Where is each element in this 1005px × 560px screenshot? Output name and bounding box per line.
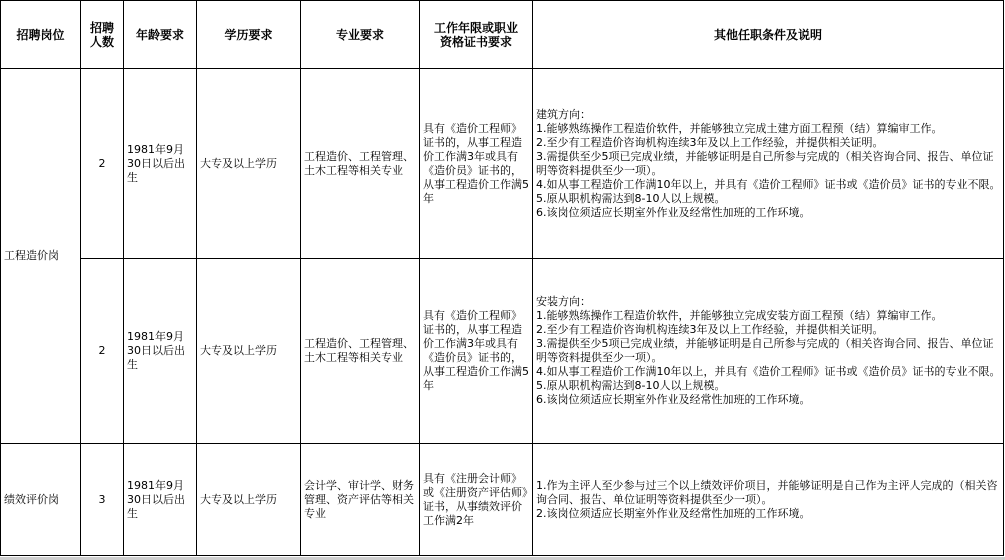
header-age: 年龄要求 xyxy=(124,1,197,69)
major-cell: 会计学、审计学、财务管理、资产评估等相关专业 xyxy=(301,444,420,556)
requirement-line: 3.需提供至少5项已完成业绩，并能够证明是自己所参与完成的（相关咨询合同、报告、单位证明等资料提供至少一项）。 xyxy=(536,337,994,364)
requirement-line: 2.至少有工程造价咨询机构连续3年及以上工作经验，并提供相关证明。 xyxy=(536,135,884,149)
table-row xyxy=(1,69,1004,259)
requirement-line: 6.该岗位须适应长期室外作业及经常性加班的工作环境。 xyxy=(536,205,811,219)
age-cell: 1981年9月30日以后出生 xyxy=(124,444,197,556)
position-cell: 工程造价岗 xyxy=(1,69,81,444)
age-cell: 1981年9月30日以后出生 xyxy=(124,259,197,444)
table-row xyxy=(1,259,1004,444)
requirement-line: 1.能够熟练操作工程造价软件，并能够独立完成安装方面工程预（结）算编审工作。 xyxy=(536,309,943,322)
age-cell: 1981年9月30日以后出生 xyxy=(124,69,197,259)
count-cell: 2 xyxy=(81,69,124,259)
major-cell: 工程造价、工程管理、土木工程等相关专业 xyxy=(301,259,420,444)
requirement-line: 2.至少有工程造价咨询机构连续3年及以上工作经验，并提供相关证明。 xyxy=(536,323,884,336)
header-requirements: 其他任职条件及说明 xyxy=(533,1,1004,69)
requirements-cell xyxy=(533,69,1004,259)
count-cell: 3 xyxy=(81,444,124,556)
qualification-cell: 具有《造价工程师》证书的，从事工程造价工作满3年或具有《造价员》证书的，从事工程造价工作满5年 xyxy=(420,69,533,259)
qualification-cell: 具有《注册会计师》或《注册资产评估师》证书，从事绩效评价工作满2年 xyxy=(420,444,533,556)
requirement-line: 6.该岗位须适应长期室外作业及经常性加班的工作环境。 xyxy=(536,393,811,406)
requirement-line: 4.如从事工程造价工作满10年以上，并具有《造价工程师》证书或《造价员》证书的专业不限。 xyxy=(536,365,1001,378)
requirement-line: 2.该岗位须适应长期室外作业及经常性加班的工作环境。 xyxy=(536,506,811,520)
position-cell: 绩效评价岗 xyxy=(1,444,81,556)
header-row xyxy=(1,1,1004,69)
requirement-line: 1.能够熟练操作工程造价软件，并能够独立完成土建方面工程预（结）算编审工作。 xyxy=(536,121,943,135)
header-education: 学历要求 xyxy=(197,1,301,69)
header-qualification: 工作年限或职业 资格证书要求 xyxy=(420,1,533,69)
major-cell: 工程造价、工程管理、土木工程等相关专业 xyxy=(301,69,420,259)
education-cell: 大专及以上学历 xyxy=(197,444,301,556)
requirements-cell xyxy=(533,444,1004,556)
qualification-cell: 具有《造价工程师》证书的，从事工程造价工作满3年或具有《造价员》证书的，从事工程造价工作满5年 xyxy=(420,259,533,444)
header-count: 招聘 人数 xyxy=(81,1,124,69)
requirement-line: 安装方向： xyxy=(536,295,591,308)
count-cell: 2 xyxy=(81,259,124,444)
requirement-line: 1.作为主评人至少参与过三个以上绩效评价项目，并能够证明是自己作为主评人完成的（相关咨询合同、报告、单位证明等资料提供至少一项）。 xyxy=(536,478,998,506)
requirement-line: 建筑方向： xyxy=(536,107,591,121)
requirement-line: 3.需提供至少5项已完成业绩，并能够证明是自己所参与完成的（相关咨询合同、报告、单位证明等资料提供至少一项）。 xyxy=(536,149,994,177)
header-position: 招聘岗位 xyxy=(1,1,81,69)
table-row xyxy=(1,444,1004,556)
requirements-cell xyxy=(533,259,1004,444)
education-cell: 大专及以上学历 xyxy=(197,259,301,444)
requirement-line: 5.原从职机构需达到8-10人以上规模。 xyxy=(536,379,726,392)
requirement-line: 4.如从事工程造价工作满10年以上，并具有《造价工程师》证书或《造价员》证书的专业不限。 xyxy=(536,177,1001,191)
education-cell: 大专及以上学历 xyxy=(197,69,301,259)
header-major: 专业要求 xyxy=(301,1,420,69)
requirement-line: 5.原从职机构需达到8-10人以上规模。 xyxy=(536,191,726,205)
